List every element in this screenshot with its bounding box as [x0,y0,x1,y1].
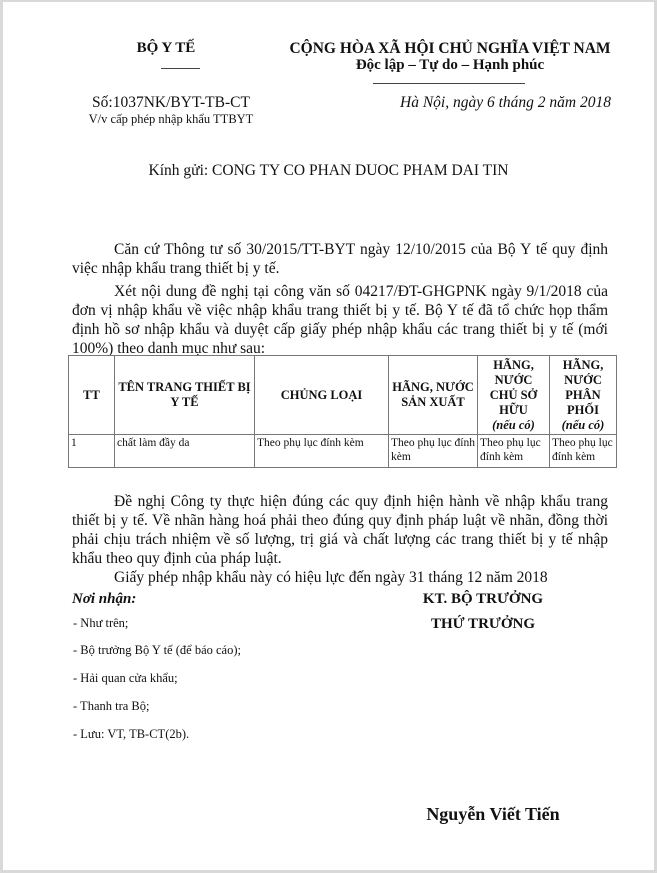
header-device-name: TÊN TRANG THIẾT BỊ Y TẾ [115,356,255,435]
paragraph-text: Xét nội dung đề nghị tại công văn số 04217/ĐT-GHGPNK ngày 9/1/2018 của đơn vị nhập khẩu về việc nhập khẩu trang thiết bị y tế. Bộ Y tế đã tổ chức họp thẩm định hồ sơ nhập khẩu và duyệt cấp giấy phép nhập khẩu các trang thiết bị y tế (mới 100%) theo danh mục như sau: [72,283,608,357]
motto-underline [373,83,525,84]
header-owner: HÃNG, NƯỚC CHỦ SỞ HỮU (nếu có) [478,356,550,435]
paragraph-text: Căn cứ Thông tư số 30/2015/TT-BYT ngày 12/10/2015 của Bộ Y tế quy định việc nhập khẩu trang thiết bị y tế. [72,241,608,277]
recipient-item: - Bộ trưởng Bộ Y tế (để báo cáo); [73,643,241,657]
doc-subject: V/v cấp phép nhập khẩu TTBYT [88,112,254,126]
cell-device-name: chất làm đầy da [115,435,255,468]
paragraph-text: Đề nghị Công ty thực hiện đúng các quy định hiện hành về nhập khẩu trang thiết bị y tế. Về nhãn hàng hoá phải theo đúng quy định pháp luật về nhãn, đồng thời phải chịu trách nhiệm về số lượng, trị giá và chất lượng các trang thiết bị y tế nhập khẩu theo quy định của pháp luật. [72,493,608,567]
table-header-row [69,356,617,435]
header-manufacturer: HÃNG, NƯỚC SẢN XUẤT [389,356,478,435]
paragraph-review [72,282,608,358]
document-page [3,2,654,870]
recipient-item: - Lưu: VT, TB-CT(2b). [73,727,190,741]
paragraph-legal-basis [72,240,608,278]
cell-tt: 1 [69,435,115,468]
motto: Độc lập – Tự do – Hạnh phúc [355,57,545,73]
agency-underline [161,68,200,69]
table-row [69,435,617,468]
signer-name: Nguyễn Viết Tiến [426,804,560,824]
device-table [68,355,617,468]
doc-number: Số:1037NK/BYT-TB-CT [92,94,250,111]
cell-manufacturer: Theo phụ lục đính kèm [389,435,478,468]
header-distributor: HÃNG, NƯỚC PHÂN PHỐI (nếu có) [550,356,617,435]
recipient-line: Kính gửi: CONG TY CO PHAN DUOC PHAM DAI TIN [148,162,509,179]
recipient-item: - Như trên; [73,616,129,630]
agency-name: BỘ Y TẾ [136,40,196,56]
signature-on-behalf: KT. BỘ TRƯỞNG [422,591,544,607]
header-tt: TT [69,356,115,435]
paragraph-text: Giấy phép nhập khẩu này có hiệu lực đến ngày 31 tháng 12 năm 2018 [114,569,548,586]
cell-owner: Theo phụ lục đính kèm [478,435,550,468]
place-date: Hà Nội, ngày 6 tháng 2 năm 2018 [400,94,611,111]
signature-position: THỨ TRƯỞNG [430,616,536,632]
recipient-item: - Hải quan cửa khẩu; [73,671,178,685]
paragraph-validity [72,568,608,587]
cell-type: Theo phụ lục đính kèm [255,435,389,468]
header-type: CHỦNG LOẠI [255,356,389,435]
paragraph-request [72,492,608,568]
nation-name: CỘNG HÒA XÃ HỘI CHỦ NGHĨA VIỆT NAM [289,40,611,57]
recipients-title: Nơi nhận: [72,591,137,607]
recipient-item: - Thanh tra Bộ; [73,699,150,713]
cell-distributor: Theo phụ lục đính kèm [550,435,617,468]
